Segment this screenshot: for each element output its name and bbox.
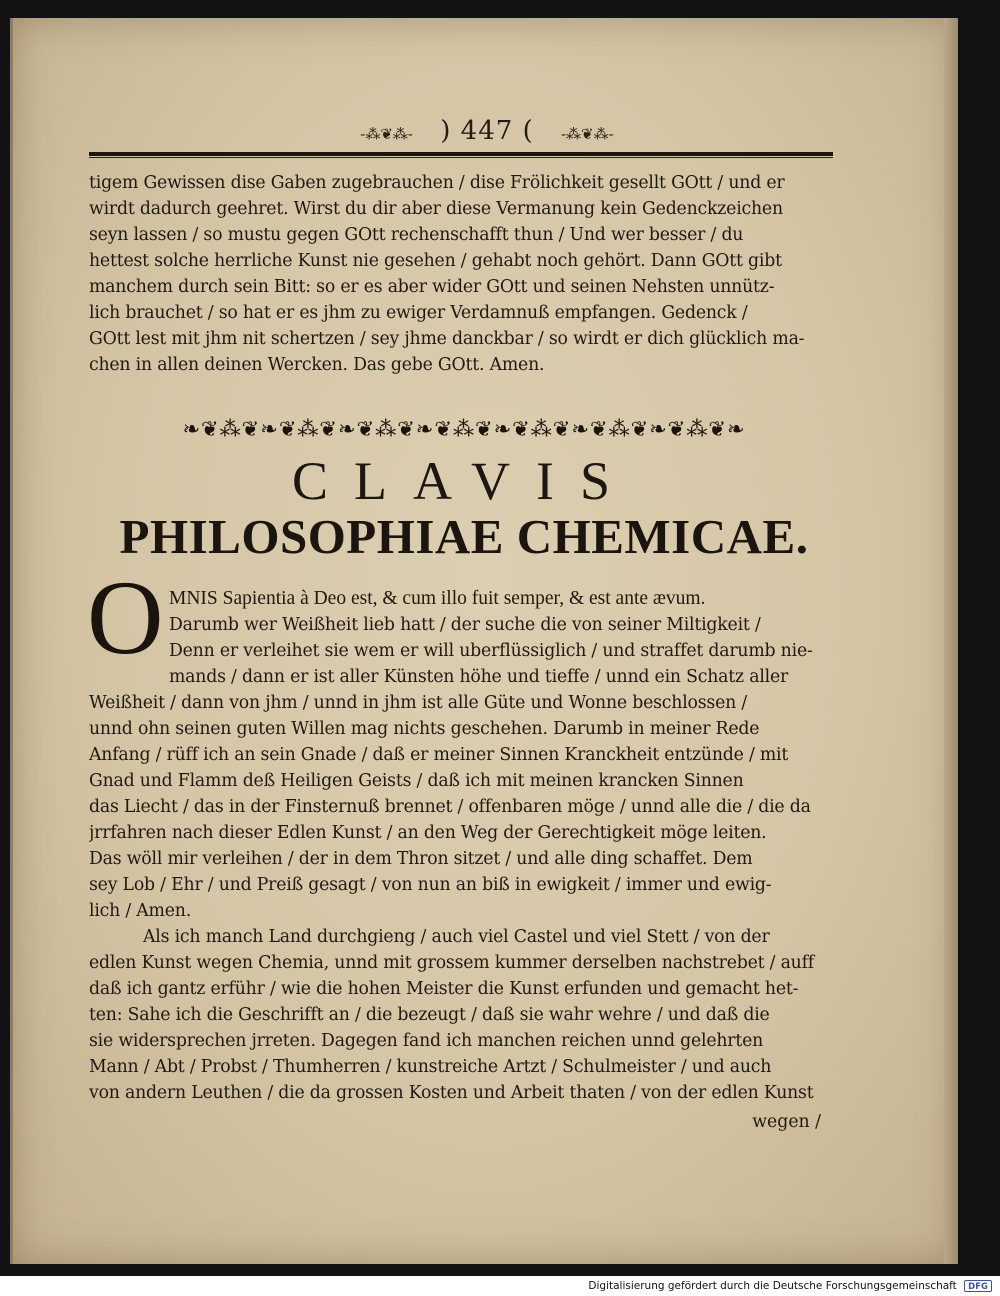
drop-cap: O: [87, 559, 164, 676]
text-line: chen in allen deinen Wercken. Das gebe GOtt. Amen.: [89, 355, 545, 375]
text-line: edlen Kunst wegen Chemia, unnd mit grossem kummer derselben nachstrebet / auff: [89, 953, 814, 973]
text-line: manchem durch sein Bitt: so er es aber wider GOtt und seinen Nehsten unnütz-: [89, 277, 775, 297]
ornament-left: -⁂❦⁂-: [360, 125, 413, 143]
text-line: MNIS Sapientia à Deo est, & cum illo fuit semper, & est ante ævum.: [169, 588, 706, 609]
text-line: jrrfahren nach dieser Edlen Kunst / an den Weg der Gerechtigkeit möge leiten.: [89, 823, 767, 843]
body-paragraph-1: [89, 586, 835, 924]
text-line: wirdt dadurch geehret. Wirst du dir aber diese Vermanung kein Gedenckzeichen: [89, 199, 783, 219]
text-line: Das wöll mir verleihen / der in dem Thron sitzet / und alle ding schaffet. Dem: [89, 849, 753, 869]
running-head: [13, 116, 961, 146]
text-line: Gnad und Flamm deß Heiligen Geists / daß ich mit meinen krancken Sinnen: [89, 771, 744, 791]
text-line: lich brauchet / so hat er es jhm zu ewiger Verdamnuß empfangen. Gedenck /: [89, 303, 748, 323]
text-line: Als ich manch Land durchgieng / auch viel Castel und viel Stett / von der: [143, 927, 770, 947]
text-line: das Liecht / das in der Finsternuß brennet / offenbaren möge / unnd alle die / die da: [89, 797, 811, 817]
text-line: GOtt lest mit jhm nit schertzen / sey jhme danckbar / so wirdt er dich glücklich ma-: [89, 329, 805, 349]
text-line: sey Lob / Ehr / und Preiß gesagt / von nun an biß in ewigkeit / immer und ewig-: [89, 875, 772, 895]
page-edge: [944, 18, 958, 1264]
text-line: tigem Gewissen dise Gaben zugebrauchen / dise Frölichkeit gesellt GOtt / und er: [89, 173, 785, 193]
section-title-line1: CLAVIS: [291, 451, 637, 511]
digitization-footer: [0, 1276, 1000, 1296]
footer-credit: Digitalisierung gefördert durch die Deutsche Forschungsgemeinschaft: [588, 1280, 957, 1292]
text-line: Weißheit / dann von jhm / unnd in jhm ist alle Güte und Wonne beschlossen /: [89, 693, 747, 713]
text-line: daß ich gantz erführ / wie die hohen Meister die Kunst erfunden und gemacht het-: [89, 979, 799, 999]
page-paper: [10, 18, 958, 1264]
text-line: Mann / Abt / Probst / Thumherren / kunstreiche Artzt / Schulmeister / und auch: [89, 1057, 772, 1077]
text-line: lich / Amen.: [89, 901, 191, 921]
fleuron-band: ❧❦⁂❦❧❦⁂❦❧❦⁂❦❧❦⁂❦❧❦⁂❦❧❦⁂❦❧❦⁂❦❧: [182, 417, 746, 441]
preceding-text: [89, 170, 835, 378]
section-title-line2: PHILOSOPHIAE CHEMICAE.: [119, 509, 809, 564]
text-line: mands / dann er ist aller Künsten höhe und tieffe / unnd ein Schatz aller: [169, 667, 789, 687]
text-line: Denn er verleihet sie wem er will uberflüssiglich / und straffet darumb nie-: [169, 641, 813, 661]
text-line: von andern Leuthen / die da grossen Kosten und Arbeit thaten / von der edlen Kunst: [89, 1083, 814, 1103]
text-line: Darumb wer Weißheit lieb hatt / der suche die von seiner Miltigkeit /: [169, 615, 761, 635]
header-rule: [89, 152, 833, 158]
ornament-right: -⁂❦⁂-: [560, 125, 614, 143]
catchword: wegen /: [752, 1112, 821, 1132]
text-line: Anfang / rüff ich an sein Gnade / daß er meiner Sinnen Kranckheit entzünde / mit: [89, 745, 789, 765]
body-paragraph-2: [89, 924, 835, 1106]
text-line: ten: Sahe ich die Geschrifft an / die bezeugt / daß sie wahr wehre / und daß die: [89, 1005, 770, 1025]
page-number: ) 447 (: [440, 116, 534, 146]
dfg-logo-icon[interactable]: DFG: [964, 1280, 992, 1292]
text-line: seyn lassen / so mustu gegen GOtt rechenschafft thun / Und wer besser / du: [89, 225, 744, 245]
text-line: hettest solche herrliche Kunst nie gesehen / gehabt noch gehört. Dann GOtt gibt: [89, 251, 782, 271]
text-line: sie widersprechen jrreten. Dagegen fand ich manchen reichen unnd gelehrten: [89, 1031, 764, 1051]
text-line: unnd ohn seinen guten Willen mag nichts geschehen. Darumb in meiner Rede: [89, 719, 760, 739]
